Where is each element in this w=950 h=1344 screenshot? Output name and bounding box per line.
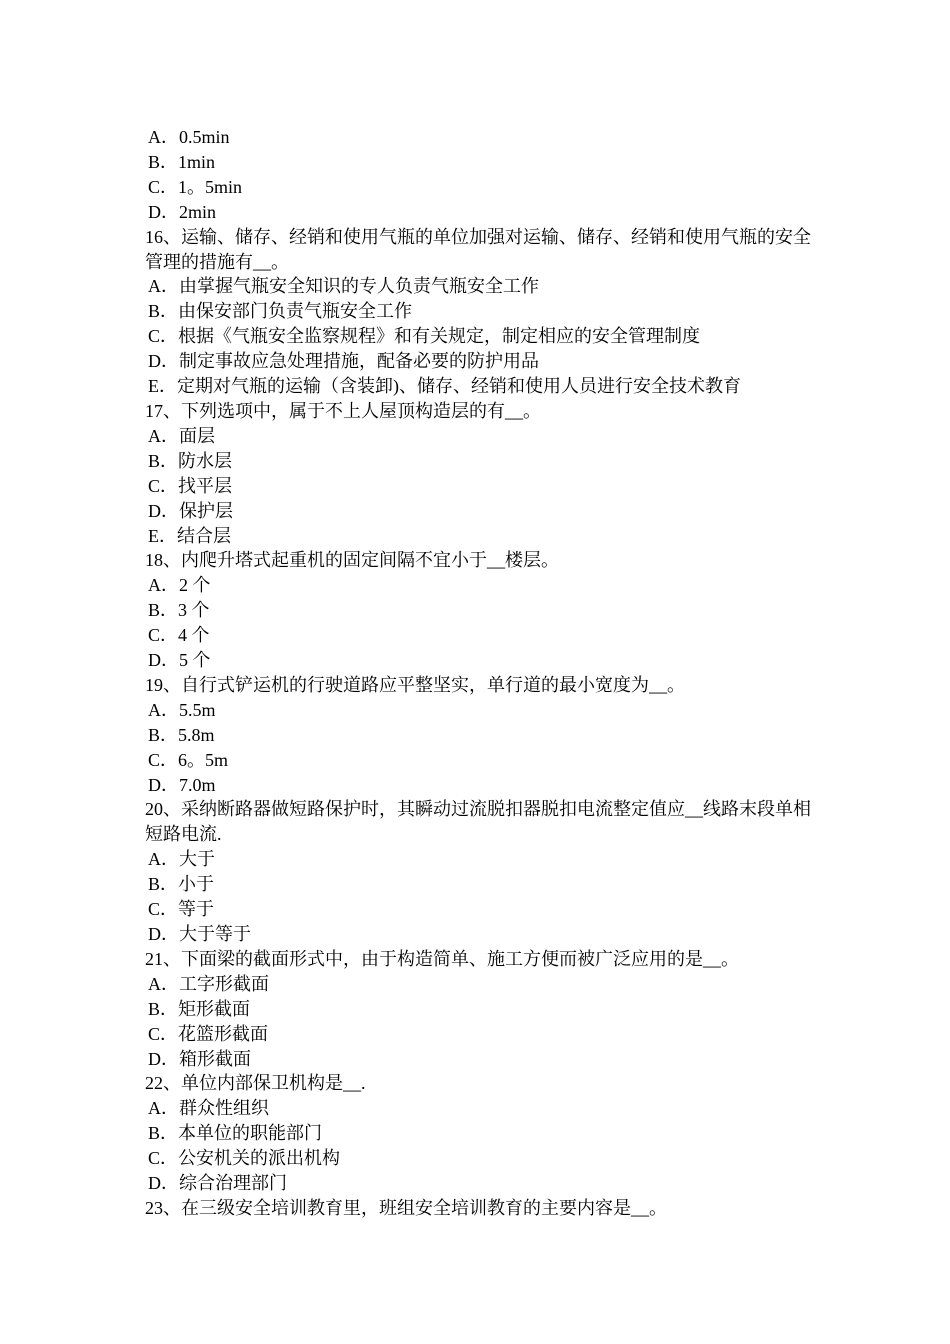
answer-option: B．矩形截面 bbox=[148, 998, 251, 1019]
question-text: 19、自行式铲运机的行驶道路应平整坚实，单行道的最小宽度为__。 bbox=[145, 674, 685, 695]
answer-option: C．公安机关的派出机构 bbox=[148, 1148, 341, 1169]
answer-option: C．6。5m bbox=[148, 749, 229, 770]
answer-option: A．由掌握气瓶安全知识的专人负责气瓶安全工作 bbox=[148, 276, 539, 297]
answer-option: B．本单位的职能部门 bbox=[148, 1123, 323, 1144]
answer-option: D．7.0m bbox=[148, 774, 216, 795]
answer-option: D．制定事故应急处理措施，配备必要的防护用品 bbox=[148, 351, 539, 372]
question-text: 18、内爬升塔式起重机的固定间隔不宜小于__楼层。 bbox=[145, 550, 559, 571]
answer-option: C．4 个 bbox=[148, 625, 210, 646]
answer-option: C．等于 bbox=[148, 899, 215, 920]
question-text: 20、采纳断路器做短路保护时，其瞬动过流脱扣器脱扣电流整定值应__线路末段单相短路电流. bbox=[145, 799, 811, 845]
question-text: 17、下列选项中，属于不上人屋顶构造层的有__。 bbox=[145, 400, 541, 421]
answer-option: D．综合治理部门 bbox=[148, 1173, 287, 1194]
answer-option: C．1。5min bbox=[148, 176, 243, 197]
answer-option: B．防水层 bbox=[148, 450, 233, 471]
answer-option: E．结合层 bbox=[148, 525, 231, 546]
answer-option: C．花篮形截面 bbox=[148, 1023, 269, 1044]
answer-option: A．2 个 bbox=[148, 575, 211, 596]
question-text: 16、运输、储存、经销和使用气瓶的单位加强对运输、储存、经销和使用气瓶的安全管理的措施有__。 bbox=[145, 226, 811, 272]
answer-option: D．5 个 bbox=[148, 650, 211, 671]
answer-option: B．5.8m bbox=[148, 724, 215, 745]
document-body bbox=[145, 125, 813, 1221]
answer-option: B．小于 bbox=[148, 874, 215, 895]
answer-option: A．大于 bbox=[148, 849, 215, 870]
answer-option: C．根据《气瓶安全监察规程》和有关规定，制定相应的安全管理制度 bbox=[148, 326, 701, 347]
answer-option: D．大于等于 bbox=[148, 924, 251, 944]
answer-option: D．箱形截面 bbox=[148, 1048, 251, 1069]
answer-option: A．5.5m bbox=[148, 699, 216, 720]
answer-option: B．3 个 bbox=[148, 600, 210, 621]
question-text: 21、下面梁的截面形式中，由于构造简单、施工方便而被广泛应用的是__。 bbox=[145, 948, 739, 969]
question-text: 23、在三级安全培训教育里，班组安全培训教育的主要内容是__。 bbox=[145, 1197, 667, 1218]
answer-option: B．由保安部门负责气瓶安全工作 bbox=[148, 301, 413, 322]
answer-option: E．定期对气瓶的运输（含装卸)、储存、经销和使用人员进行安全技术教育 bbox=[148, 376, 741, 397]
answer-option: D．2min bbox=[148, 201, 217, 222]
answer-option: A．工字形截面 bbox=[148, 973, 269, 994]
answer-option: A．面层 bbox=[148, 425, 215, 446]
question-text: 22、单位内部保卫机构是__. bbox=[145, 1073, 366, 1094]
answer-option: A．群众性组织 bbox=[148, 1098, 269, 1119]
answer-option: B．1min bbox=[148, 151, 216, 172]
answer-option: D．保护层 bbox=[148, 500, 233, 521]
answer-option: A．0.5min bbox=[148, 127, 230, 147]
answer-option: C．找平层 bbox=[148, 475, 233, 496]
